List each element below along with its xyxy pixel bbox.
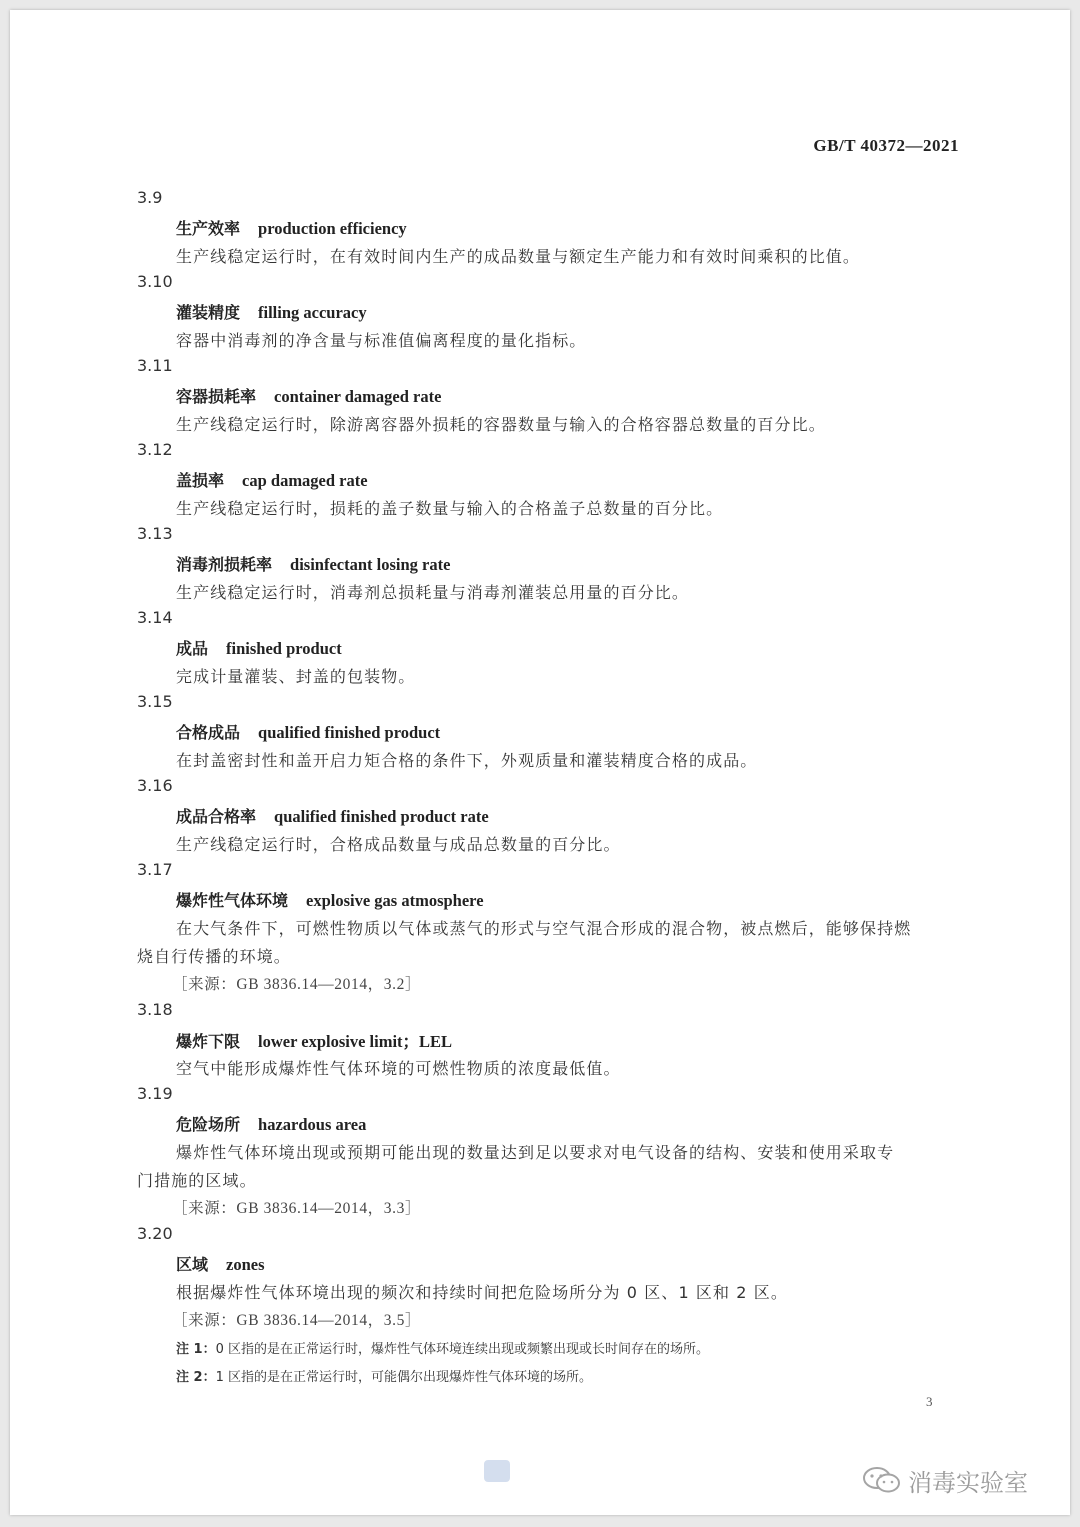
term-english: zones xyxy=(226,1255,265,1274)
term-number: 3.18 xyxy=(137,1000,173,1019)
term-english: explosive gas atmosphere xyxy=(306,891,484,910)
term-chinese: 盖损率 xyxy=(176,471,225,490)
term-heading xyxy=(176,552,450,575)
term-definition: 生产线稳定运行时，合格成品数量与成品总数量的百分比。 xyxy=(176,835,621,854)
term-heading xyxy=(176,468,368,491)
term-english: finished product xyxy=(226,639,342,658)
page-number: 3 xyxy=(926,1394,933,1409)
term-chinese: 区域 xyxy=(176,1255,209,1274)
term-number: 3.15 xyxy=(137,692,173,711)
term-chinese: 合格成品 xyxy=(176,723,241,742)
term-number: 3.20 xyxy=(137,1224,173,1243)
standard-code: GB/T 40372—2021 xyxy=(813,136,959,155)
note-label: 注 2： xyxy=(176,1370,216,1385)
term-definition: 生产线稳定运行时，损耗的盖子数量与输入的合格盖子总数量的百分比。 xyxy=(176,499,724,518)
term-number: 3.9 xyxy=(137,188,163,207)
term-english: production efficiency xyxy=(258,219,407,238)
term-definition: 在大气条件下，可燃性物质以气体或蒸气的形式与空气混合形成的混合物，被点燃后，能够保持燃 xyxy=(176,919,912,938)
term-chinese: 生产效率 xyxy=(176,219,241,238)
term-number: 3.13 xyxy=(137,524,173,543)
term-heading xyxy=(176,636,342,659)
term-chinese: 爆炸性气体环境 xyxy=(176,891,289,910)
term-definition: 空气中能形成爆炸性气体环境的可燃性物质的浓度最低值。 xyxy=(176,1059,621,1078)
term-number: 3.10 xyxy=(137,272,173,291)
term-number: 3.11 xyxy=(137,356,173,375)
term-english: disinfectant losing rate xyxy=(290,555,451,574)
term-english: container damaged rate xyxy=(274,387,442,406)
watermark xyxy=(862,1462,1028,1498)
term-heading xyxy=(176,384,441,407)
term-chinese: 成品合格率 xyxy=(176,807,257,826)
term-definition: 容器中消毒剂的净含量与标准值偏离程度的量化指标。 xyxy=(176,331,587,350)
note-text: 1 区指的是在正常运行时，可能偶尔出现爆炸性气体环境的场所。 xyxy=(215,1370,592,1385)
term-definition: 生产线稳定运行时，消毒剂总损耗量与消毒剂灌装总用量的百分比。 xyxy=(176,583,690,602)
term-definition: 根据爆炸性气体环境出现的频次和持续时间把危险场所分为 0 区、1 区和 2 区。 xyxy=(176,1283,788,1302)
term-number: 3.12 xyxy=(137,440,173,459)
term-heading xyxy=(176,216,407,239)
publisher-logo-icon xyxy=(484,1460,510,1482)
term-number: 3.14 xyxy=(137,608,173,627)
term-number: 3.17 xyxy=(137,860,173,879)
term-english: qualified finished product rate xyxy=(274,807,489,826)
term-heading xyxy=(176,1252,265,1275)
term-heading xyxy=(176,804,489,827)
term-chinese: 成品 xyxy=(176,639,209,658)
term-chinese: 灌装精度 xyxy=(176,303,241,322)
term-heading xyxy=(176,1112,366,1135)
term-chinese: 危险场所 xyxy=(176,1115,241,1134)
term-note xyxy=(176,1366,592,1385)
term-english: cap damaged rate xyxy=(242,471,368,490)
term-definition: 生产线稳定运行时，在有效时间内生产的成品数量与额定生产能力和有效时间乘积的比值。 xyxy=(176,247,861,266)
term-english: hazardous area xyxy=(258,1115,367,1134)
term-note xyxy=(176,1338,709,1357)
term-english: qualified finished product xyxy=(258,723,441,742)
term-chinese: 容器损耗率 xyxy=(176,387,257,406)
term-source: ［来源：GB 3836.14—2014，3.2］ xyxy=(172,976,422,993)
wechat-icon xyxy=(862,1465,902,1495)
term-heading xyxy=(176,1028,452,1052)
term-source: ［来源：GB 3836.14—2014，3.5］ xyxy=(172,1312,422,1329)
term-definition: 门措施的区域。 xyxy=(137,1171,257,1190)
term-definition: 在封盖密封性和盖开启力矩合格的条件下，外观质量和灌装精度合格的成品。 xyxy=(176,751,758,770)
term-definition: 完成计量灌装、封盖的包装物。 xyxy=(176,667,416,686)
note-text: 0 区指的是在正常运行时，爆炸性气体环境连续出现或频繁出现或长时间存在的场所。 xyxy=(215,1342,709,1357)
term-chinese: 爆炸下限 xyxy=(176,1032,241,1051)
term-english: lower explosive limit；LEL xyxy=(258,1032,453,1051)
term-definition: 烧自行传播的环境。 xyxy=(137,947,291,966)
note-label: 注 1： xyxy=(176,1342,216,1357)
term-definition: 爆炸性气体环境出现或预期可能出现的数量达到足以要求对电气设备的结构、安装和使用采取专 xyxy=(176,1143,895,1162)
term-english: filling accuracy xyxy=(258,303,367,322)
term-definition: 生产线稳定运行时，除游离容器外损耗的容器数量与输入的合格容器总数量的百分比。 xyxy=(176,415,826,434)
term-number: 3.19 xyxy=(137,1084,173,1103)
term-heading xyxy=(176,888,484,911)
term-chinese: 消毒剂损耗率 xyxy=(176,555,273,574)
term-number: 3.16 xyxy=(137,776,173,795)
term-heading xyxy=(176,300,367,323)
watermark-text: 消毒实验室 xyxy=(908,1468,1028,1497)
term-heading xyxy=(176,720,440,743)
term-source: ［来源：GB 3836.14—2014，3.3］ xyxy=(172,1200,422,1217)
